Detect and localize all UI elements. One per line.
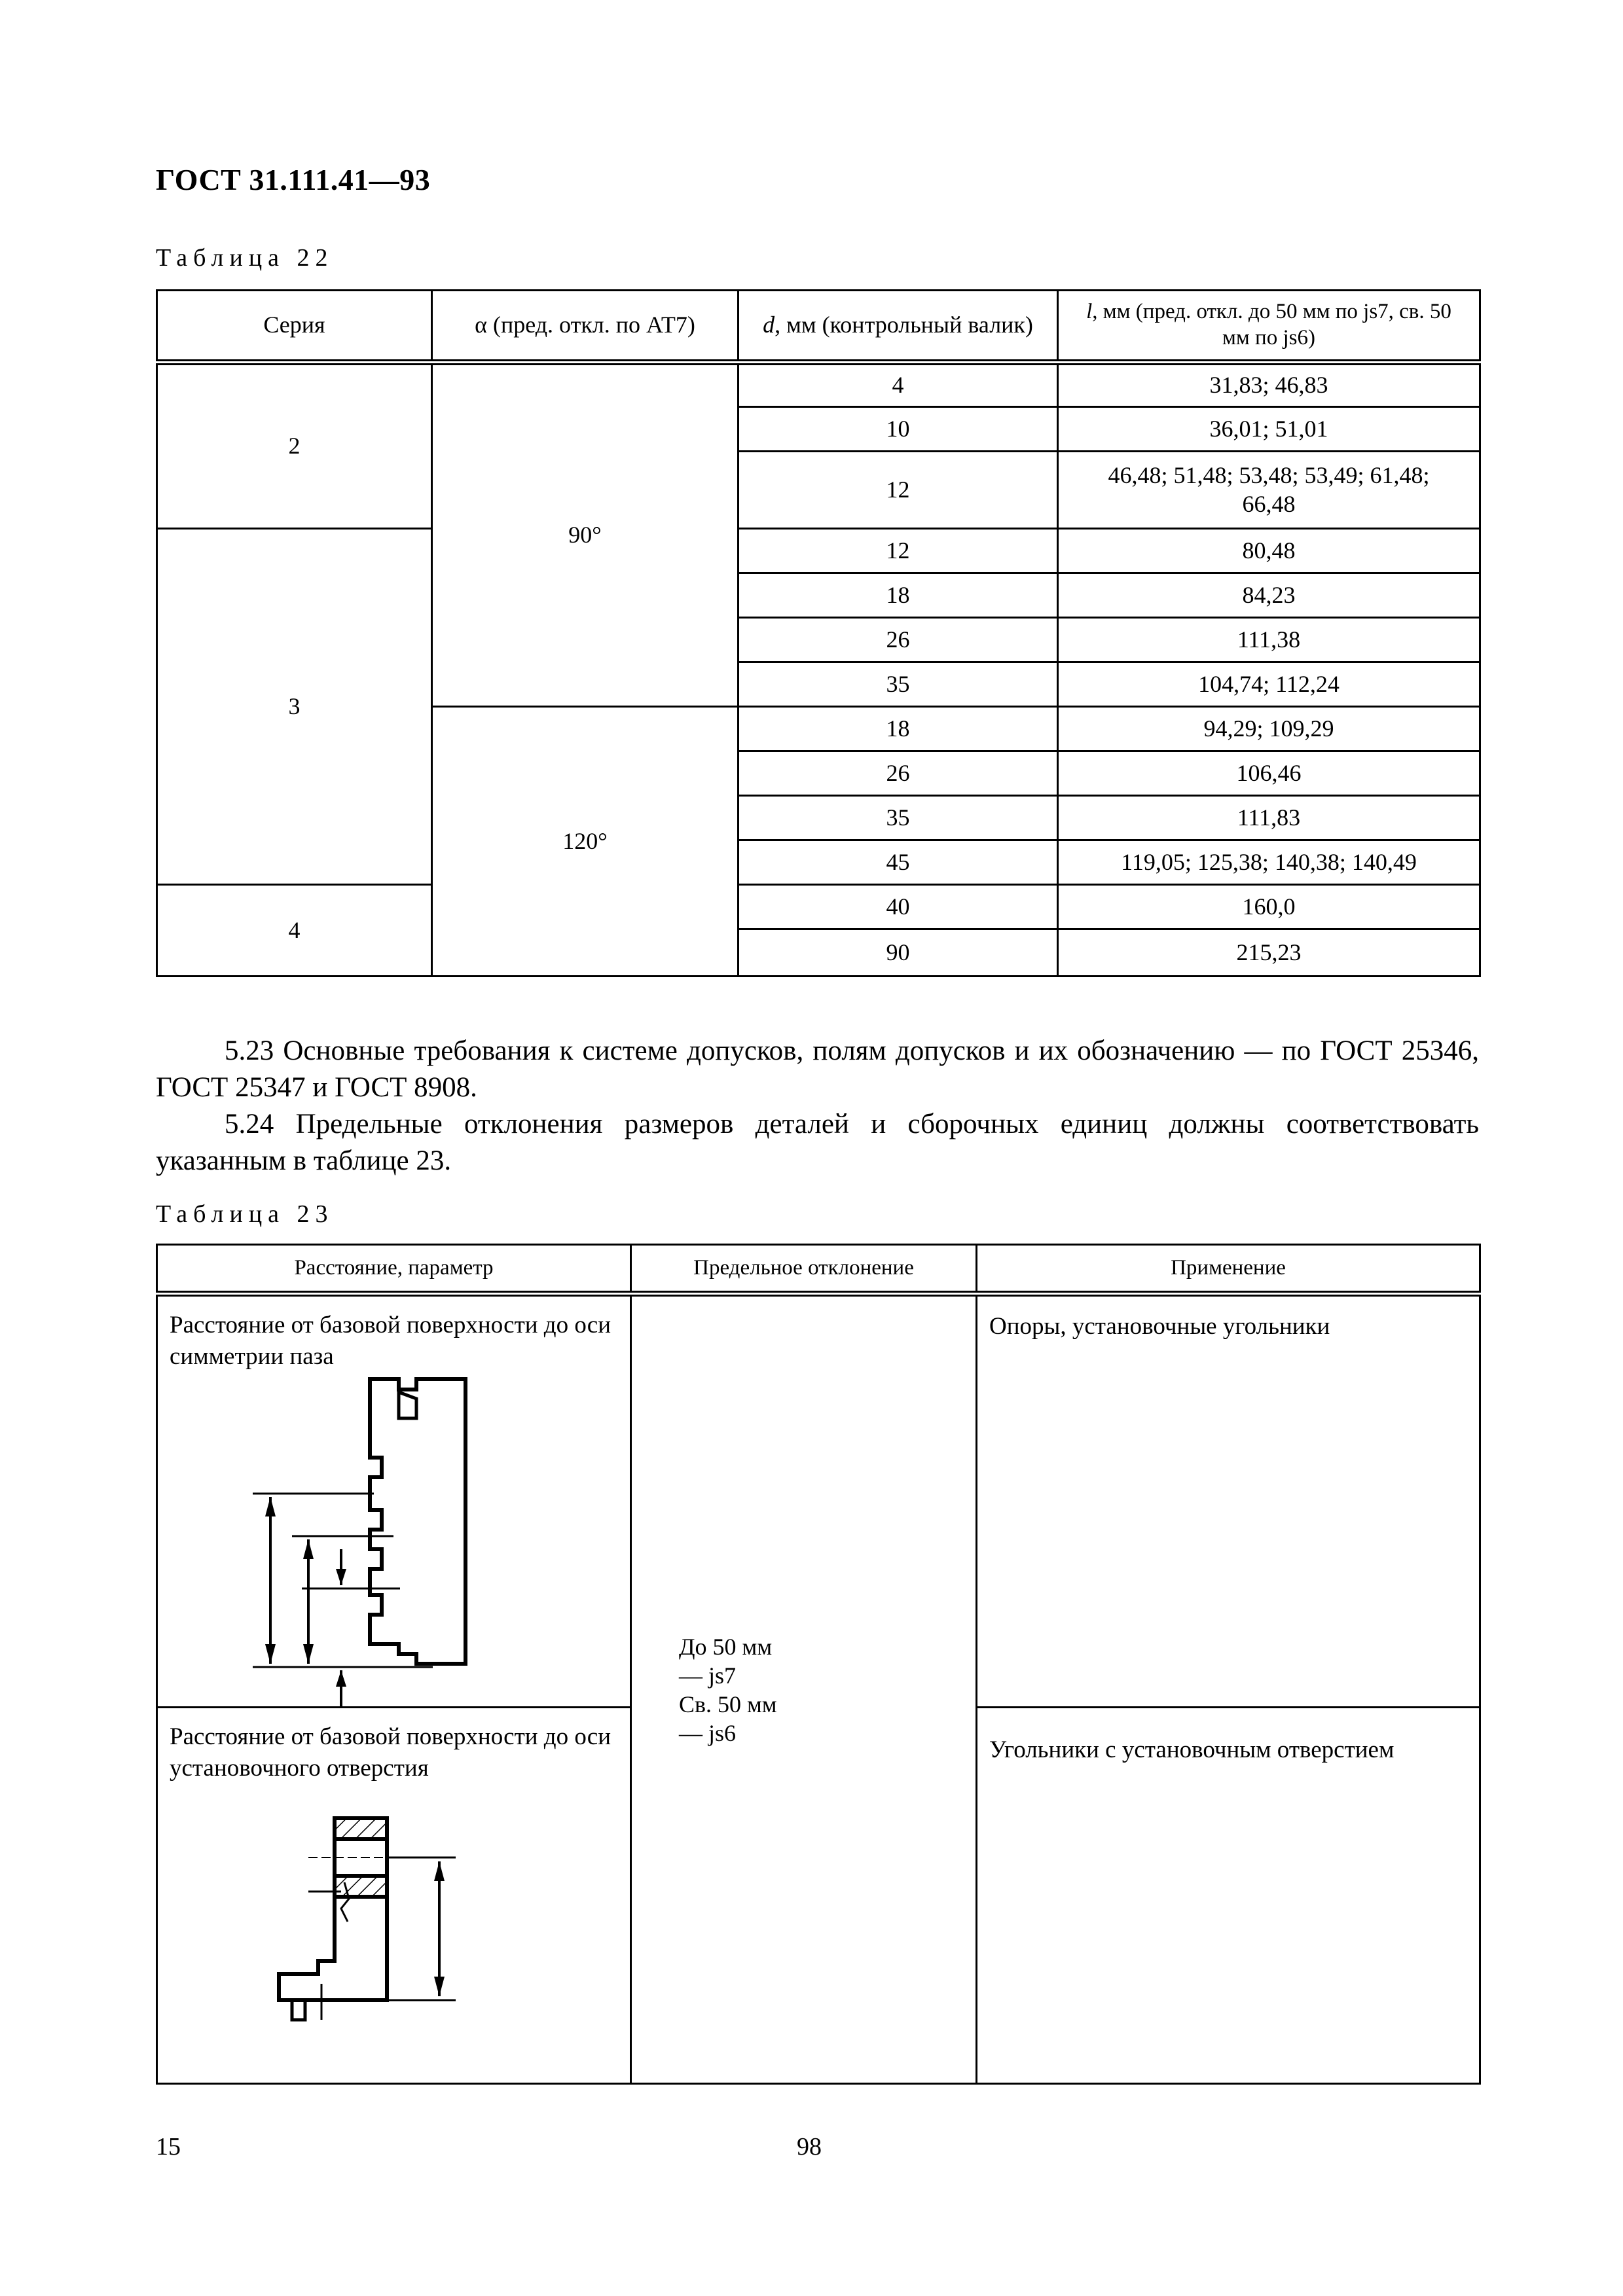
table23-deviation-text bbox=[632, 1632, 976, 1748]
deviation-line: — js7 bbox=[679, 1662, 737, 1689]
table22-d-cell: 90 bbox=[739, 929, 1058, 977]
table-22 bbox=[156, 289, 1481, 977]
document-title: ГОСТ 31.111.41—93 bbox=[156, 163, 431, 196]
table22-l-cell: 31,83; 46,83 bbox=[1058, 363, 1480, 407]
table23-deviation-cell bbox=[631, 1294, 977, 2084]
table22-header-l: l, мм (пред. откл. до 50 мм по js7, св. 50 мм по js6) bbox=[1058, 291, 1480, 363]
table23-param-text: Расстояние от базовой поверхности до оси симметрии паза bbox=[170, 1312, 611, 1370]
table22-caption: Таблица 22 bbox=[156, 244, 334, 272]
table22-l-cell: 84,23 bbox=[1058, 573, 1480, 618]
table22-d-cell: 4 bbox=[739, 363, 1058, 407]
table22-d-cell: 26 bbox=[739, 618, 1058, 662]
deviation-line: Св. 50 мм bbox=[679, 1691, 777, 1717]
table23-application-text: Опоры, установочные угольники bbox=[989, 1313, 1330, 1340]
table22-d-cell: 26 bbox=[739, 751, 1058, 796]
table22-l-cell: 104,74; 112,24 bbox=[1058, 662, 1480, 707]
paragraph-5-23: 5.23 Основные требования к системе допусков, полям допусков и их обозначению — по ГОСТ 25346, ГОСТ 25347 и ГОСТ 8908. bbox=[156, 1035, 1479, 1103]
table22-alpha-cell: 90° bbox=[432, 363, 739, 707]
hole-axis-drawing bbox=[158, 1784, 632, 2072]
table22-series-cell: 4 bbox=[157, 885, 432, 977]
table23-header-param: Расстояние, параметр bbox=[157, 1245, 631, 1294]
slot-axis-drawing bbox=[158, 1372, 632, 1706]
table23-application-cell bbox=[977, 1294, 1480, 1708]
table22-l-cell: 111,83 bbox=[1058, 796, 1480, 840]
table22-l-cell: 215,23 bbox=[1058, 929, 1480, 977]
table23-param-text: Расстояние от базовой поверхности до оси установочного отверстия bbox=[170, 1723, 611, 1782]
table22-header-alpha: α (пред. откл. по АТ7) bbox=[432, 291, 739, 363]
table23-header-application: Применение bbox=[977, 1245, 1480, 1294]
page-number: 98 bbox=[797, 2133, 822, 2161]
table22-d-cell: 35 bbox=[739, 662, 1058, 707]
table22-l-cell: 119,05; 125,38; 140,38; 140,49 bbox=[1058, 840, 1480, 885]
table22-l-cell: 111,38 bbox=[1058, 618, 1480, 662]
table22-header-d: d, мм (контрольный валик) bbox=[739, 291, 1058, 363]
table22-d-cell: 40 bbox=[739, 885, 1058, 929]
table22-l-cell: 94,29; 109,29 bbox=[1058, 707, 1480, 751]
table23-param-cell bbox=[157, 1294, 631, 1708]
table22-d-cell: 12 bbox=[739, 452, 1058, 529]
table23-application-text: Угольники с установочным отверстием bbox=[989, 1736, 1395, 1763]
table23-header-deviation: Предельное отклонение bbox=[631, 1245, 977, 1294]
deviation-line: — js6 bbox=[679, 1719, 737, 1746]
deviation-line: До 50 мм bbox=[679, 1633, 773, 1660]
table22-d-cell: 35 bbox=[739, 796, 1058, 840]
table22-d-cell: 18 bbox=[739, 573, 1058, 618]
footer-left-number: 15 bbox=[156, 2133, 181, 2161]
table22-d-cell: 18 bbox=[739, 707, 1058, 751]
table23-param-cell bbox=[157, 1708, 631, 2084]
table23-caption: Таблица 23 bbox=[156, 1200, 334, 1228]
table22-d-cell: 45 bbox=[739, 840, 1058, 885]
table22-l-cell: 36,01; 51,01 bbox=[1058, 407, 1480, 452]
paragraph-5-24: 5.24 Предельные отклонения размеров деталей и сборочных единиц должны соответствовать указанным в таблице 23. bbox=[156, 1109, 1479, 1176]
table22-l-cell: 80,48 bbox=[1058, 529, 1480, 573]
table22-header-series: Серия bbox=[157, 291, 432, 363]
table-23 bbox=[156, 1244, 1481, 2085]
table22-d-cell: 12 bbox=[739, 529, 1058, 573]
table22-l-cell: 46,48; 51,48; 53,48; 53,49; 61,48; 66,48 bbox=[1058, 452, 1480, 529]
table22-d-cell: 10 bbox=[739, 407, 1058, 452]
table22-series-cell: 2 bbox=[157, 363, 432, 529]
table22-series-cell: 3 bbox=[157, 529, 432, 885]
table22-l-cell: 106,46 bbox=[1058, 751, 1480, 796]
table22-alpha-cell: 120° bbox=[432, 707, 739, 977]
table23-application-cell bbox=[977, 1708, 1480, 2084]
table22-l-cell: 160,0 bbox=[1058, 885, 1480, 929]
